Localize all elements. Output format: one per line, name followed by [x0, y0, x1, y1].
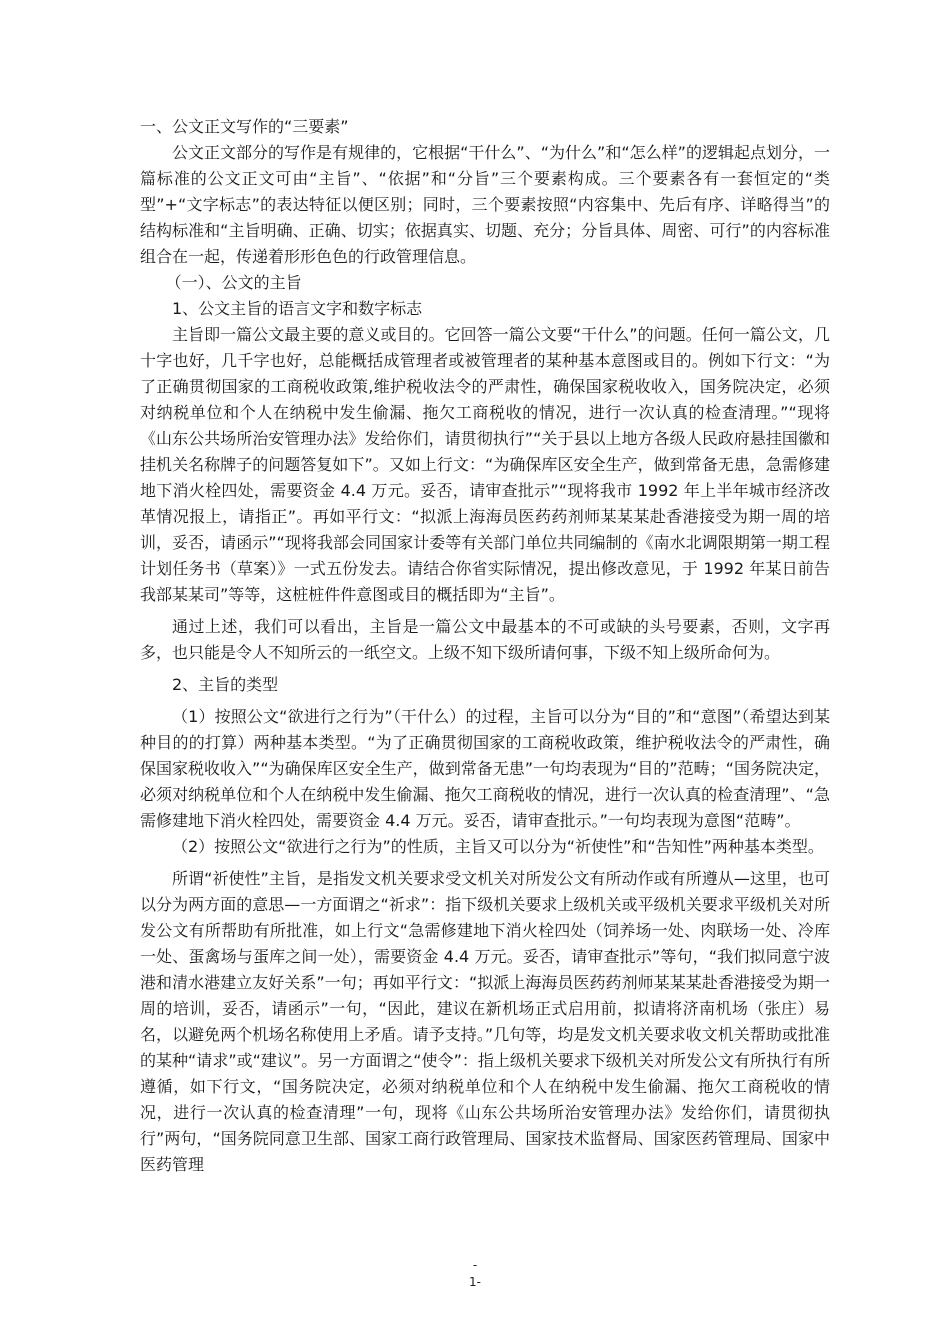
- document-body: [140, 114, 830, 1178]
- paragraph-type-2: （2）按照公文“欲进行之行为”的性质，主旨又可以分为“祈使性”和“告知性”两种基本类型。: [172, 837, 824, 856]
- intro-paragraph: 公文正文部分的写作是有规律的，它根据“干什么”、“为什么”和“怎么样”的逻辑起点划分，一篇标准的公文正文可由“主旨”、“依据”和“分旨”三个要素构成。三个要素各有一套恒定的“类型”+“文字标志”的表达特征以便区别；同时，三个要素按照“内容集中、先后有序、详略得当”的结构标准和“主旨明确、正确、切实；依据真实、切题、充分；分旨具体、周密、可行”的内容标准组合在一起，传递着形形色色的行政管理信息。: [140, 143, 830, 266]
- paragraph-main-idea: 主旨即一篇公文最主要的意义或目的。它回答一篇公文要“干什么”的问题。任何一篇公文，几十字也好，几千字也好，总能概括成管理者或被管理者的某种基本意图或目的。例如下行文：“为了正确贯彻国家的工商税收政策,维护税收法令的严肃性，确保国家税收收入，国务院决定，必须对纳税单位和个人在纳税中发生偷漏、拖欠工商税收的情况，进行一次认真的检查清理。”“现将《山东公共场所治安管理办法》发给你们，请贯彻执行”“关于县以上地方各级人民政府悬挂国徽和挂机关名称牌子的问题答复如下”。又如上行文：“为确保库区安全生产，做到常备无患，急需修建地下消火栓四处，需要资金 4.4 万元。妥否，请审查批示”“现将我市 1992 年上半年城市经济改革情况报上，请指正”。再如平行文：“拟派上海海员医药药剂师某某某赴香港接受为期一周的培训，妥否，请函示”“现将我部会同国家计委等有关部门单位共同编制的《南水北调限期第一期工程计划任务书（草案）》一式五份发去。请结合你省实际情况，提出修改意见，于 1992 年某日前告我部某某司”等等，这桩桩件件意图或目的概括即为“主旨”。: [140, 325, 830, 604]
- footer-dash: -: [472, 1258, 478, 1272]
- sub-heading-2: 2、主旨的类型: [172, 675, 279, 694]
- sub-heading-1: 1、公文主旨的语言文字和数字标志: [172, 299, 423, 318]
- page-number: 1-: [469, 1275, 481, 1289]
- subsection-title: （一）、公文的主旨: [165, 273, 302, 292]
- paragraph-type-1: （1）按照公文“欲进行之行为”（干什么）的过程，主旨可以分为“目的”和“意图”（希望达到某种目的的打算）两种基本类型。“为了正确贯彻国家的工商税收政策，维护税收法令的严肃性，确保国家税收收入”“为确保库区安全生产，做到常备无患”一句均表现为“目的”范畴；“国务院决定，必须对纳税单位和个人在纳税中发生偷漏、拖欠工商税收的情况，进行一次认真的检查清理”、“急需修建地下消火栓四处，需要资金 4.4 万元。妥否，请审查批示。”一句均表现为意图“范畴”。: [140, 707, 830, 830]
- section-heading: 一、公文正文写作的“三要素”: [140, 117, 349, 136]
- paragraph-conclusion: 通过上述，我们可以看出，主旨是一篇公文中最基本的不可或缺的头号要素，否则，文字再多，也只能是令人不知所云的一纸空文。上级不知下级所请何事，下级不知上级所命何为。: [140, 617, 830, 662]
- paragraph-imperative: 所谓“祈使性”主旨，是指发文机关要求受文机关对所发公文有所动作或有所遵从—这里，也可以分为两方面的意思—一方面谓之“祈求”：指下级机关要求上级机关或平级机关要求平级机关对所发公文有所帮助有所批准，如上行文“急需修建地下消火栓四处（饲养场一处、肉联场一处、冷库一处、蛋禽场与蛋库之间一处），需要资金 4.4 万元。妥否，请审查批示”等句，“我们拟同意宁波港和清水港建立友好关系”一句；再如平行文：“拟派上海海员医药药剂师某某某赴香港接受为期一周的培训，妥否，请函示”一句，“因此，建议在新机场正式启用前，拟请将济南机场（张庄）易名，以避免两个机场名称使用上矛盾。请予支持。”几句等，均是发文机关要求收文机关帮助或批准的某种“请求”或“建议”。另一方面谓之“使令”：指上级机关要求下级机关对所发公文有所执行有所遵循，如下行文，“国务院决定，必须对纳税单位和个人在纳税中发生偷漏、拖欠工商税收的情况，进行一次认真的检查清理”一句，现将《山东公共场所治安管理办法》发给你们，请贯彻执行”两句，“国务院同意卫生部、国家工商行政管理局、国家技术监督局、国家医药管理局、国家中医药管理: [140, 869, 830, 1174]
